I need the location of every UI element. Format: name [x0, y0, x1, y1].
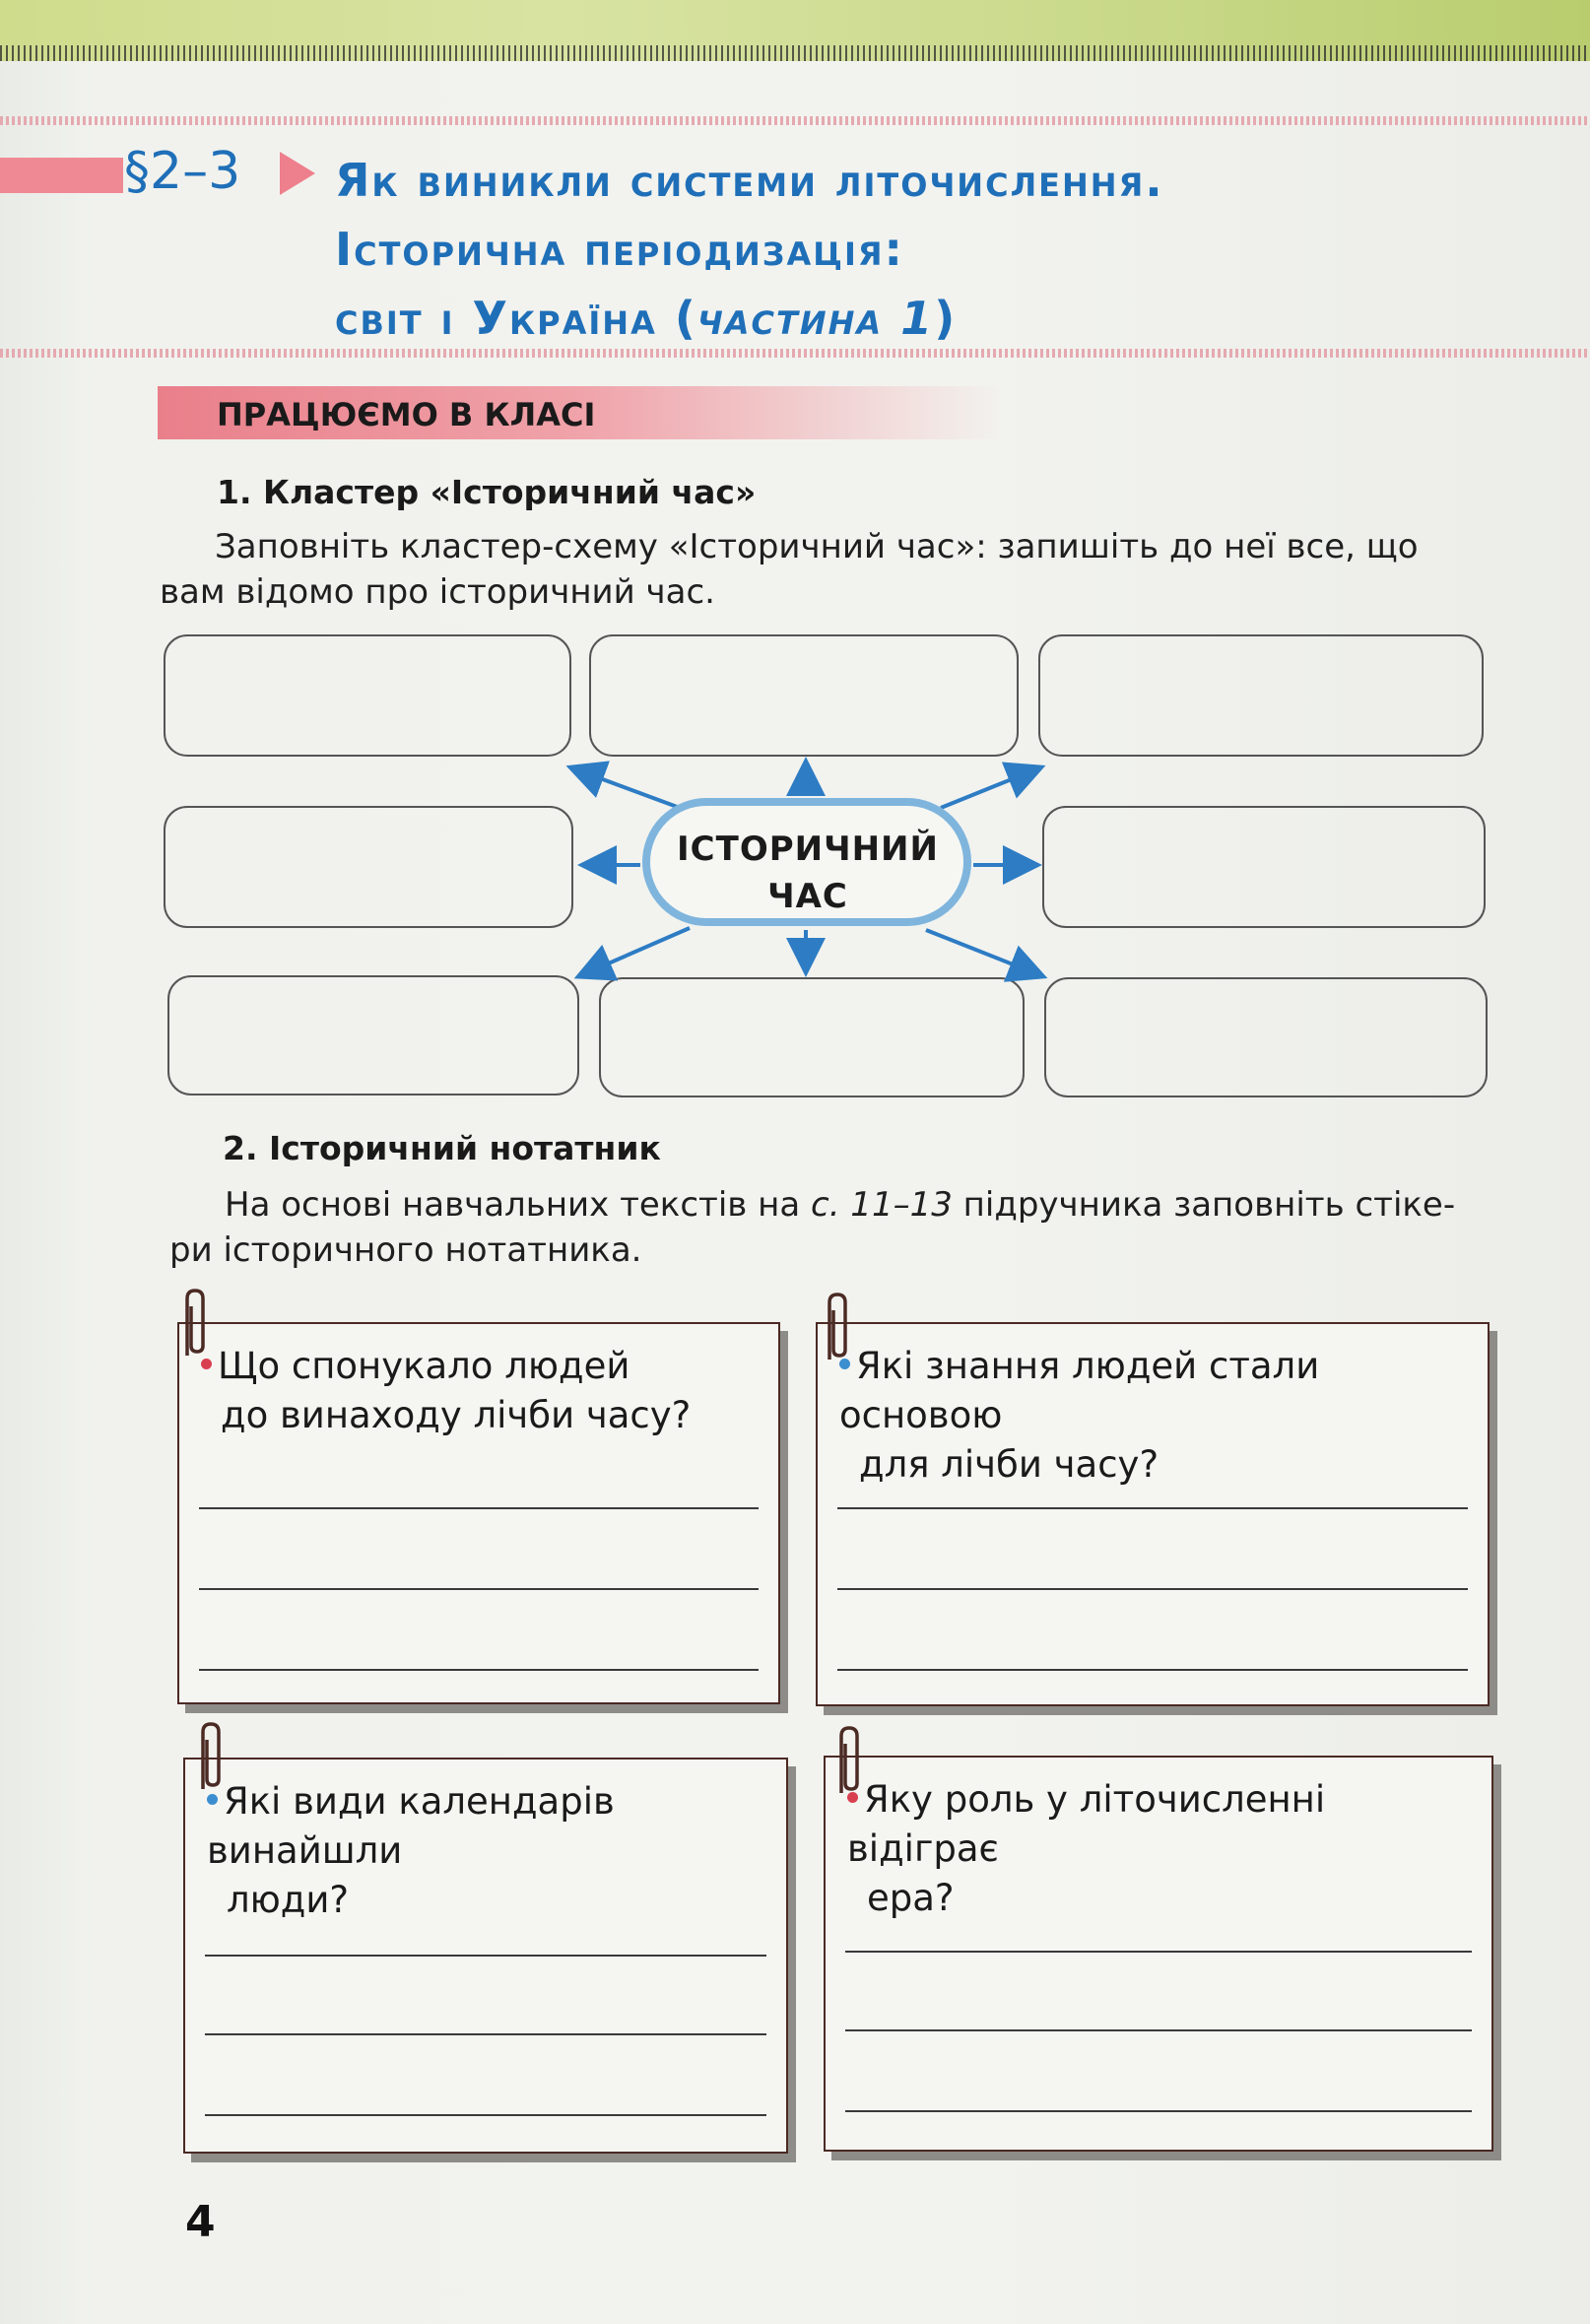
- sticker-note: [816, 1322, 1490, 1706]
- title-line-1: Як виникли системи літочислення.: [335, 154, 1164, 207]
- task2-heading: 2. Історичний нотатник: [223, 1129, 661, 1167]
- title-line-2: Історична періодизація:: [335, 223, 904, 276]
- sticker-question: Що спонукало людей до винаходу лічби часу?: [201, 1342, 761, 1440]
- title-line-3: світ і Україна (частина 1): [335, 292, 958, 345]
- answer-line[interactable]: [837, 1588, 1468, 1590]
- sticker-note: [183, 1758, 788, 2154]
- answer-line[interactable]: [837, 1669, 1468, 1671]
- paper-clip-icon: [818, 1291, 857, 1361]
- task1-instruction-line1: Заповніть кластер-схему «Історичний час»: запишіть до неї все, що: [215, 527, 1419, 566]
- section-number: §2–3: [124, 142, 241, 201]
- answer-line[interactable]: [199, 1669, 759, 1671]
- answer-line[interactable]: [205, 1955, 766, 1957]
- answer-line[interactable]: [845, 2029, 1472, 2031]
- task1-instruction-line2: вам відомо про історичний час.: [160, 572, 715, 612]
- paper-clip-icon: [191, 1720, 231, 1791]
- answer-line[interactable]: [205, 2114, 766, 2116]
- banner-label: ПРАЦЮЄМО В КЛАСІ: [217, 396, 596, 433]
- cluster-center-label: [630, 826, 985, 920]
- page-number: 4: [185, 2197, 216, 2247]
- sticker-question: Які види календарів винайшли люди?: [207, 1780, 615, 1921]
- answer-line[interactable]: [205, 2033, 766, 2035]
- sticker-question: Які знання людей стали основою для лічби часу?: [839, 1345, 1320, 1486]
- answer-line[interactable]: [199, 1588, 759, 1590]
- cluster-center-line1: ІСТОРИЧНИЙ: [677, 830, 939, 869]
- cluster-center-line2: ЧАС: [767, 877, 848, 916]
- answer-line[interactable]: [845, 2110, 1472, 2112]
- task2-instruction-line2: ри історичного нотатника.: [169, 1230, 642, 1270]
- bullet-icon: [207, 1794, 218, 1805]
- task1-heading: 1. Кластер «Історичний час»: [217, 473, 757, 511]
- arrow-top-right: [941, 768, 1038, 808]
- arrow-bottom-right: [926, 930, 1040, 975]
- sticker-note: [177, 1322, 780, 1704]
- answer-line[interactable]: [845, 1951, 1472, 1953]
- sticker-question: Яку роль у літочисленні відіграє ера?: [847, 1778, 1326, 1919]
- paper-clip-icon: [829, 1724, 869, 1795]
- arrow-top-left: [573, 768, 680, 808]
- answer-line[interactable]: [837, 1507, 1468, 1509]
- bullet-icon: [201, 1359, 212, 1369]
- arrow-bottom-left: [581, 928, 690, 975]
- paper-clip-icon: [175, 1287, 215, 1358]
- sticker-note: [824, 1756, 1493, 2152]
- answer-line[interactable]: [199, 1507, 759, 1509]
- task2-instruction-line1: На основі навчальних текстів на с. 11–13 підручника заповніть стіке-: [225, 1185, 1456, 1225]
